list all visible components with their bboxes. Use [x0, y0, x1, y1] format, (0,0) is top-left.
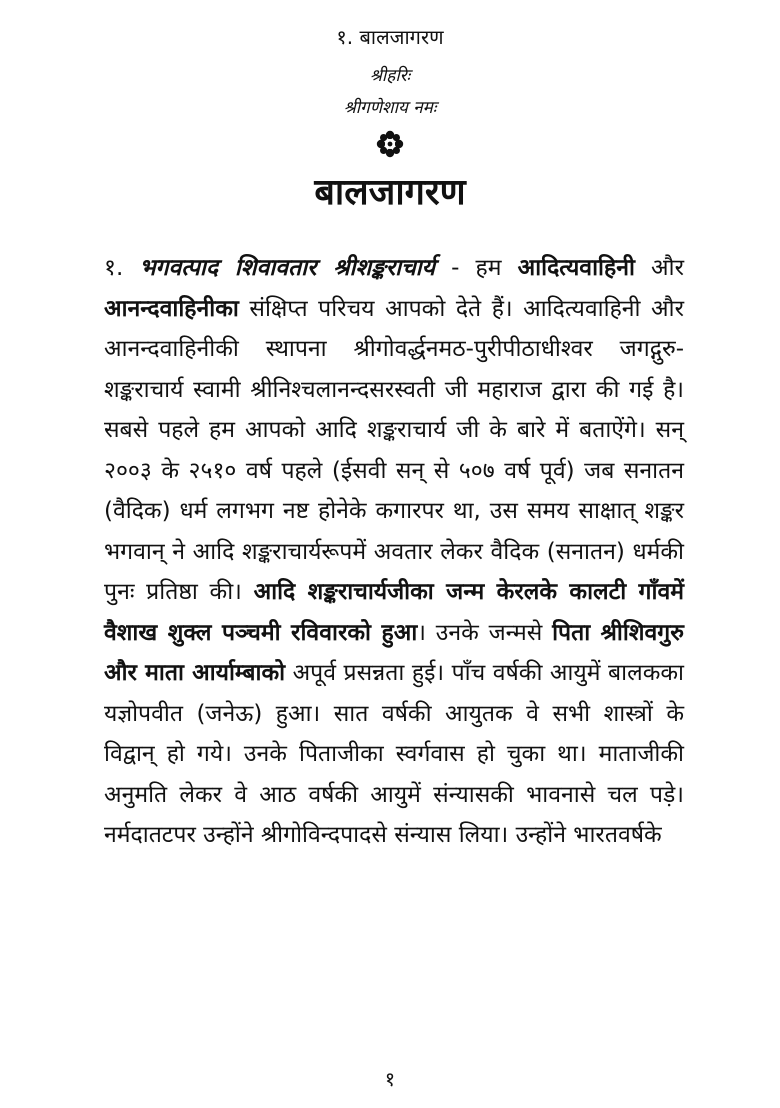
- text-run: संक्षिप्त परिचय आपको देते हैं। आदित्यवाहिनी और आनन्दवाहिनीकी स्थापना श्रीगोवर्द्धनमठ-पुरीपीठाधीश्वर जगद्गुरु-शङ्कराचार्य स्वामी श्रीनिश्चलानन्दसरस्वती जी महाराज द्वारा की गई है। सबसे पहले हम आपको आदि शङ्कराचार्य जी के बारे में बताऐंगे। सन् २००३ के २५१० वर्ष पहले (ईसवी सन् से ५०७ वर्ष पूर्व) जब सनातन (वैदिक) धर्म लगभग नष्ट होनेके कगारपर था, उस समय साक्षात् शङ्कर भगवान् ने आदि शङ्कराचार्यरूपमें अवतार लेकर वैदिक (सनातन) धर्मकी पुनः प्रतिष्ठा की।: [104, 295, 684, 605]
- text-run: - हम: [434, 255, 518, 281]
- running-header: १. बालजागरण: [336, 25, 444, 49]
- body-text: [104, 248, 684, 856]
- invocation-shrihari: श्रीहरिः: [369, 66, 411, 86]
- paragraph-1: [104, 248, 684, 856]
- text-run: और: [634, 255, 684, 281]
- chapter-title: बालजागरण: [314, 172, 466, 213]
- text-run: अपूर्व प्रसन्नता हुई। पाँच वर्षकी आयुमें बालकका यज्ञोपवीत (जनेऊ) हुआ। सात वर्षकी आयुतक वे सभी शास्त्रों के विद्वान् हो गये। उनके पिताजीका स्वर्गवास हो चुका था। माताजीकी अनुमति लेकर वे आठ वर्षकी आयुमें संन्यासकी भावनासे चल पड़े। नर्मदातटपर उन्होंने श्रीगोविन्दपादसे संन्यास लिया। उन्होंने भारतवर्षके: [104, 660, 684, 848]
- bold-term-adityavahini: आदित्यवाहिनी: [517, 255, 635, 281]
- bold-parents: पिता श्रीशिवगुरु और माता आर्याम्बाको: [104, 619, 684, 686]
- section-heading: भगवत्पाद शिवावतार श्रीशङ्कराचार्य: [139, 255, 435, 281]
- text-run: । उनके जन्मसे: [417, 619, 553, 646]
- bold-birth-statement: आदि शङ्कराचार्यजीका जन्म केरलके कालटी गाँवमें वैशाख शुक्ल पञ्चमी रविवारको हुआ: [104, 579, 685, 646]
- bold-term-anandvahini: आनन्दवाहिनीका: [104, 295, 239, 322]
- invocation-ganesha: श्रीगणेशाय नमः: [343, 98, 437, 118]
- page-number: १: [384, 1067, 396, 1091]
- flower-ornament-icon: [376, 130, 404, 158]
- section-number: १.: [104, 255, 140, 281]
